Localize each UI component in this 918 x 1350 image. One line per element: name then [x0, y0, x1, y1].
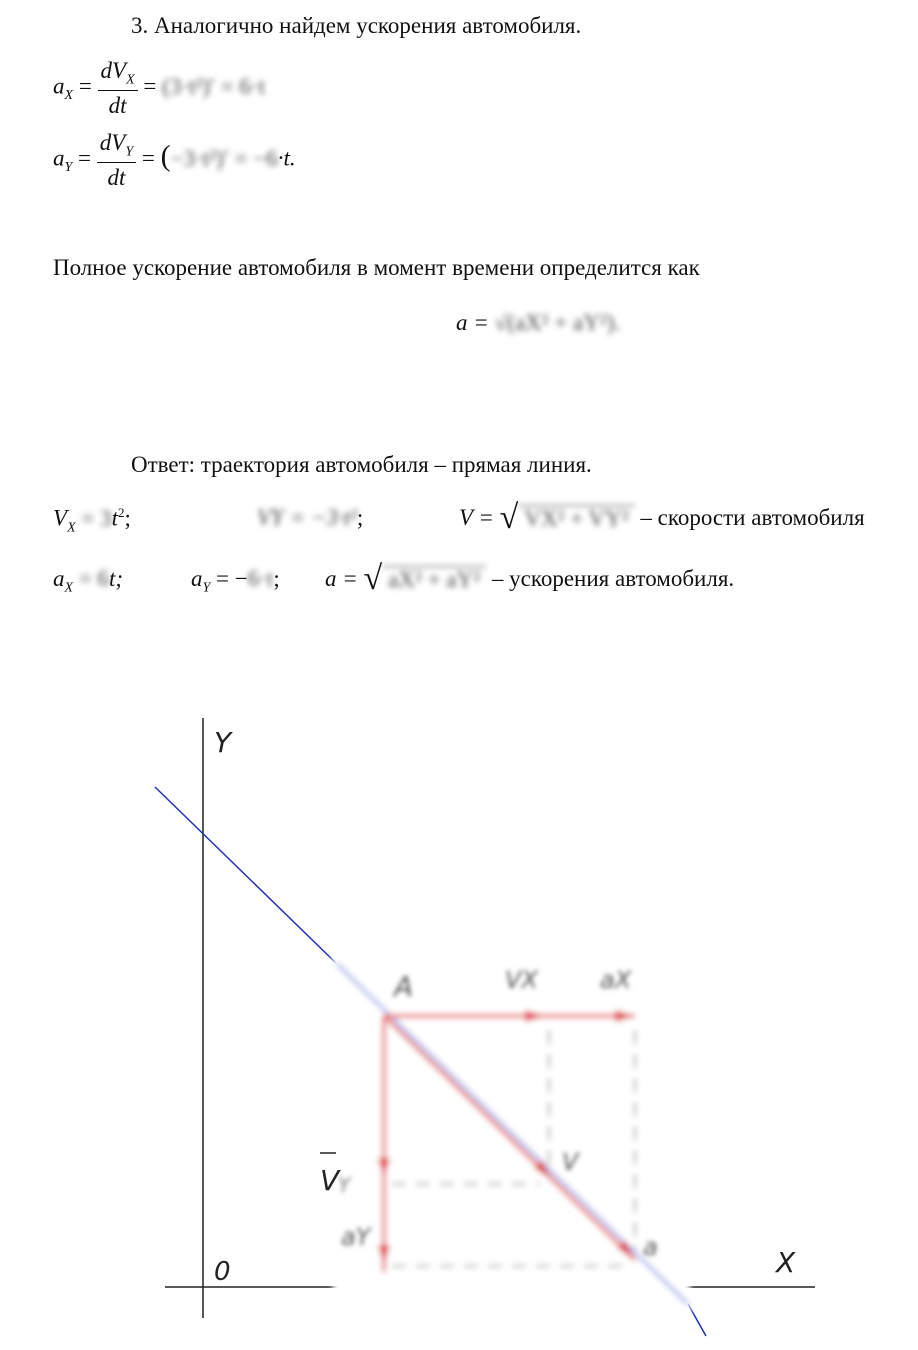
origin-label: 0	[214, 1257, 231, 1287]
vx-t: t	[111, 505, 118, 531]
vy-expr	[257, 505, 363, 531]
point-a-label: A	[394, 970, 414, 1003]
ax-sub: X	[64, 580, 74, 596]
vy-blurred: VY = −3·t²	[257, 505, 357, 530]
vx-symbol: V	[53, 505, 68, 531]
y-axis-label: Y	[214, 726, 232, 759]
equation-ay	[53, 130, 296, 191]
blurred-vectors-region	[333, 950, 690, 1315]
section-heading: 3. Аналогично найдем ускорения автомобиля.	[131, 13, 582, 38]
a-magnitude-expr	[325, 560, 734, 598]
eq-ay-den: dt	[107, 164, 126, 190]
eq-ax-num-sub: X	[126, 72, 135, 88]
vx-vector-label: VX	[505, 966, 538, 994]
a-lhs: a =	[325, 566, 358, 591]
vx-sub: X	[67, 520, 76, 536]
vx-blurred: = 3	[81, 505, 112, 531]
eq-ax-rhs-blurred: (3·t²)′ = 6·t	[162, 73, 265, 99]
v-vector-label: V	[562, 1148, 579, 1176]
eq-ay-equals: =	[78, 145, 92, 171]
ax-symbol: a	[53, 566, 65, 591]
ay-sub: Y	[202, 580, 211, 596]
v-lhs: V =	[459, 505, 494, 530]
eq-ay-paren: (	[160, 139, 171, 173]
vx-pow: 2	[118, 505, 125, 520]
ay-expr	[191, 566, 280, 597]
eq-ax-equals: =	[78, 73, 92, 99]
full-accel-formula	[456, 310, 620, 336]
a-vector-label: a	[643, 1233, 658, 1261]
vy-end: ;	[356, 505, 364, 530]
vy-vector-label: V	[320, 1164, 340, 1197]
v-magnitude-expr	[459, 499, 865, 537]
eq-ay-num: dV	[99, 130, 126, 155]
eq-ay-equals-2: =	[141, 145, 155, 171]
v-tail: – скорости автомобиля	[640, 505, 865, 530]
v-radical	[500, 499, 635, 537]
ax-vector-label: aX	[600, 966, 632, 994]
a-radical	[364, 560, 487, 598]
x-axis-label: X	[776, 1246, 796, 1279]
eq-ay-rhs-tail: ·t.	[277, 145, 296, 171]
ax-blurred: = 6	[78, 566, 110, 591]
eq-ay-lhs-sub: Y	[64, 160, 73, 176]
ax-expr	[53, 566, 123, 597]
ax-t: t;	[109, 566, 124, 591]
accel-line	[53, 560, 913, 606]
vx-end: ;	[124, 505, 131, 531]
v-rad-blurred: VX² + VY²	[518, 505, 634, 532]
eq-ay-fraction	[97, 130, 136, 191]
full-accel-lhs: a =	[456, 310, 489, 335]
equation-ax	[53, 58, 265, 119]
ay-end: ;	[273, 566, 280, 591]
eq-ax-fraction	[98, 58, 138, 119]
sqrt-icon: √	[499, 499, 519, 536]
vy-vector-sub: Y	[338, 1173, 351, 1197]
velocity-line	[53, 499, 913, 545]
ay-symbol: a	[191, 566, 203, 591]
vx-expr	[53, 505, 131, 536]
full-accel-rhs-blurred: √(aX² + aY²).	[494, 310, 621, 335]
eq-ax-lhs: a	[53, 73, 65, 99]
answer-text: Ответ: траектория автомобиля – прямая линия.	[131, 452, 592, 477]
eq-ax-equals-2: =	[143, 73, 157, 99]
eq-ay-rhs-blurred: −3·t²)′ = −6	[170, 145, 278, 171]
trajectory-line-tail	[688, 1304, 706, 1336]
eq-ay-num-sub: Y	[125, 144, 134, 160]
a-tail: – ускорения автомобиля.	[491, 566, 735, 591]
eq-ay-lhs: a	[53, 145, 65, 171]
full-accel-text: Полное ускорение автомобиля в момент времени определится как	[53, 255, 700, 280]
eq-ax-lhs-sub: X	[64, 88, 74, 104]
ay-blurred: 6·t	[247, 566, 274, 591]
eq-ax-num: dV	[100, 58, 127, 83]
ay-mid: = −	[216, 566, 248, 591]
a-rad-blurred: aX² + aY²	[382, 566, 486, 593]
ay-vector-label: aY	[341, 1223, 371, 1251]
eq-ax-den: dt	[108, 92, 127, 118]
trajectory-diagram	[0, 700, 918, 1350]
sqrt-icon: √	[363, 560, 383, 597]
trajectory-line	[155, 787, 337, 964]
